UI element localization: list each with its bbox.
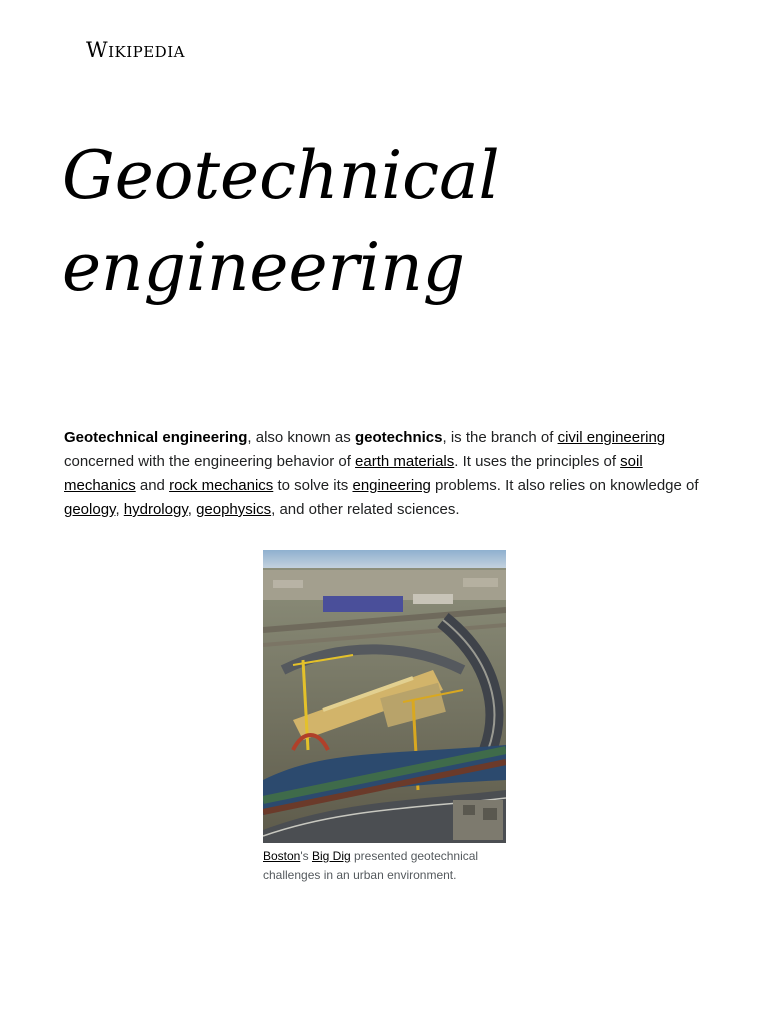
lead-text: , is the branch of (442, 429, 558, 446)
link-geology[interactable]: geology (64, 501, 116, 518)
link-earth-materials[interactable]: earth materials (355, 453, 455, 470)
link-rock-mechanics[interactable]: rock mechanics (169, 477, 274, 494)
lead-text: and (135, 477, 170, 494)
link-boston[interactable]: Boston (263, 849, 301, 863)
lead-text: . It uses the principles of (454, 453, 621, 470)
title-line-2: engineering (62, 229, 465, 306)
link-hydrology[interactable]: hydrology (123, 501, 188, 518)
link-engineering[interactable]: engineering (352, 477, 431, 494)
big-dig-photo[interactable] (263, 550, 506, 843)
title-line-1: Geotechnical (62, 137, 500, 214)
lead-paragraph (64, 426, 709, 522)
link-soil-mechanics[interactable]: soil mechanics (64, 453, 643, 494)
article-figure (263, 550, 506, 885)
lead-text: concerned with the engineering behavior of (64, 453, 356, 470)
lead-text: , also known as (247, 429, 355, 446)
lead-text: problems. It also relies on knowledge of (430, 477, 699, 494)
bold-term-geotechnics: geotechnics (354, 429, 443, 446)
lead-text: , and other related sciences. (271, 501, 460, 518)
bold-term-geotechnical-engineering: Geotechnical engineering (64, 429, 248, 446)
caption-text: presented geotechnical challenges in an urban environment. (263, 849, 479, 882)
caption-text: 's (300, 849, 312, 863)
link-civil-engineering[interactable]: civil engineering (557, 429, 666, 446)
lead-text: , (187, 501, 197, 518)
figure-caption (263, 847, 506, 885)
lead-text: to solve its (273, 477, 353, 494)
lead-text: , (115, 501, 124, 518)
link-geophysics[interactable]: geophysics (196, 501, 272, 518)
page-title (62, 130, 702, 314)
link-big-dig[interactable]: Big Dig (311, 849, 351, 863)
wikipedia-wordmark[interactable]: Wikipedia (86, 38, 185, 62)
